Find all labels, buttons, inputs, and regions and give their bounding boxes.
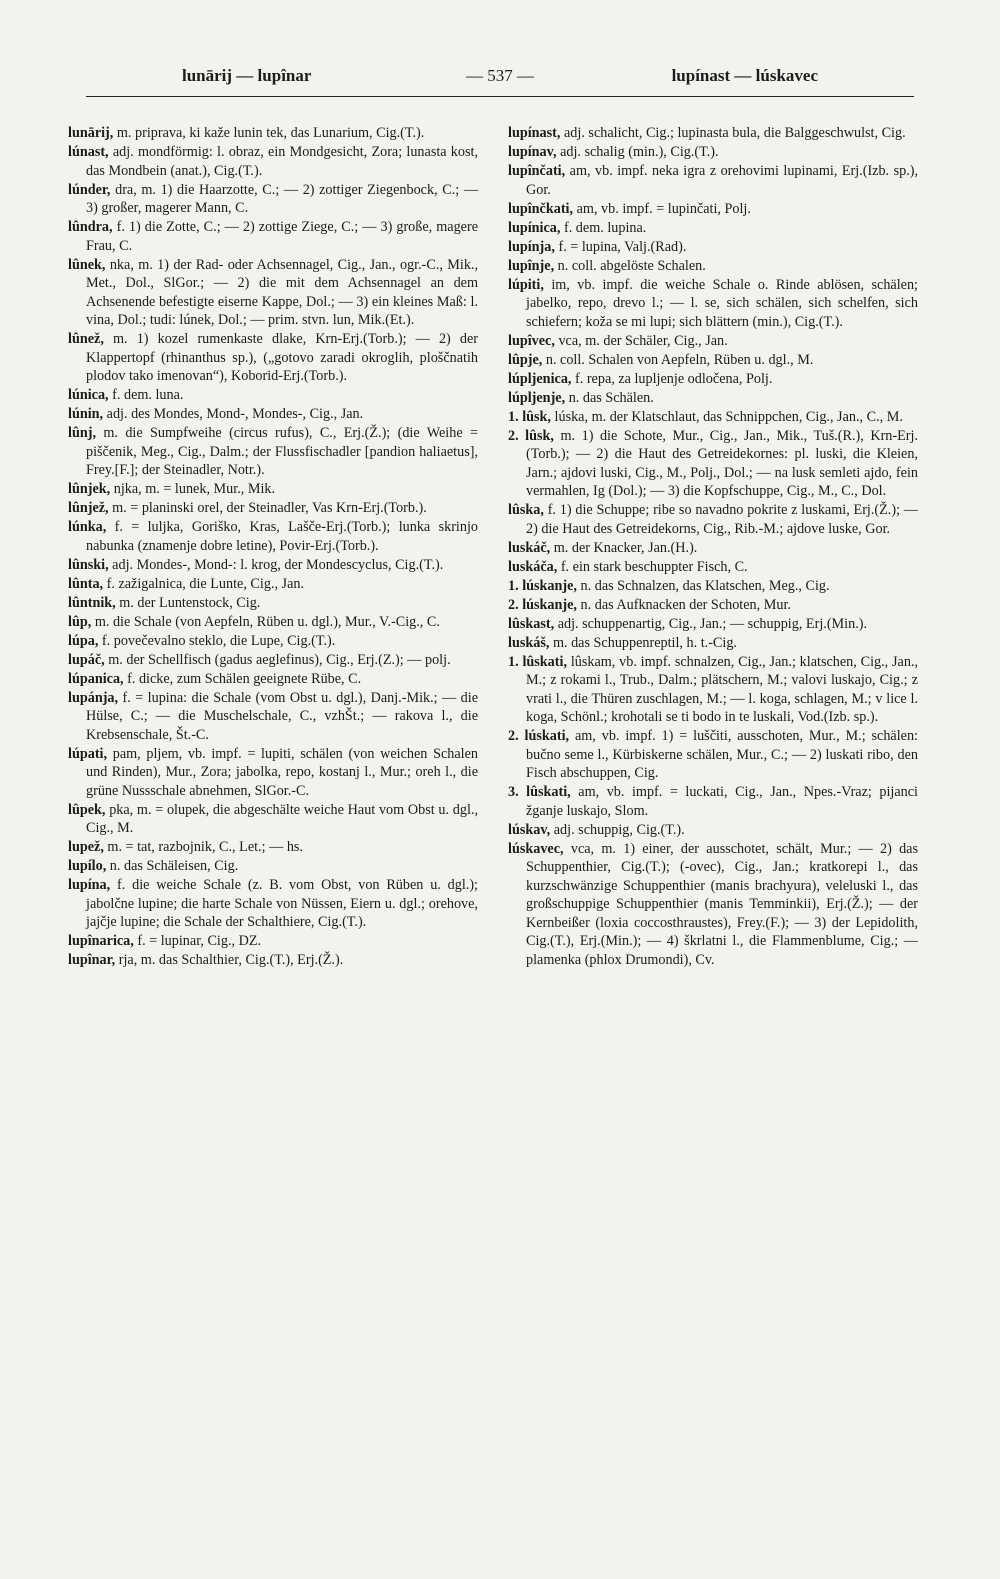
header-left-range: lunārij — lupînar bbox=[182, 66, 312, 85]
entry-definition: adj. des Mondes, Mond-, Mondes-, Cig., Jan. bbox=[106, 406, 364, 422]
right-column bbox=[508, 124, 918, 970]
entry-definition: m. 1) die Schote, Mur., Cig., Jan., Mik., Tuš.(R.), Krn-Erj.(Torb.); — 2) die Haut des Getreidekornes: pl. luski, die Kleien, Jarn.; ajdovi luski, Cig., M., Polj., Dol.; — na lusk semleti ajdo, fein vermahlen, Ig (Dol.); — 3) die Kopfschuppe, Cig., M., C., Dol. bbox=[526, 427, 918, 499]
entry-definition: nka, m. 1) der Rad- oder Achsennagel, Cig., Jan., ogr.-C., Mik., Met., Dol., SlGor.; — 2) die mit dem Achsennagel an dem Achsenende befestigte eiserne Kappe, Dol.; — 3) ein kleines Maß: l. vina, Dol.; tudi: lúnek, Dol.; — prim. stvn. lun, Mik.(Et.). bbox=[86, 256, 479, 328]
entry-definition: im, vb. impf. die weiche Schale o. Rinde ablösen, schälen; jabelko, repo, drevo l.; — l. se, sich schälen, sich schelfen, sich schiefern; koža se mi lupi; sich blättern (min.), Cig.(T.). bbox=[526, 276, 919, 330]
entry-definition: m. der Luntenstock, Cig. bbox=[119, 594, 261, 611]
dictionary-entry bbox=[508, 143, 918, 162]
entry-headword: lûnj, bbox=[68, 425, 96, 441]
entry-definition: am, vb. impf. neka igra z orehovimi lupinami, Erj.(Izb. sp.), Gor. bbox=[526, 163, 919, 198]
dictionary-entry bbox=[508, 427, 918, 501]
entry-definition: f. = lupinar, Cig., DZ. bbox=[137, 933, 262, 949]
entry-headword: lupîvec, bbox=[508, 332, 555, 349]
entry-definition: am, vb. impf. 1) = luščiti, ausschoten, Mur., M.; schälen: bučno seme l., Kürbiskerne schälen, Mur., C.; — 2) luskati ribo, den Fisch abschuppen, Cig. bbox=[526, 728, 918, 781]
entry-definition: rja, m. das Schalthier, Cig.(T.), Erj.(Ž.). bbox=[118, 952, 344, 968]
dictionary-entry bbox=[68, 951, 478, 970]
entry-definition: f. = lupina, Valj.(Rad). bbox=[558, 238, 687, 255]
dictionary-entry bbox=[68, 480, 478, 499]
entry-headword: lúpljenica, bbox=[508, 370, 572, 387]
dictionary-entry bbox=[68, 876, 478, 932]
dictionary-entry bbox=[68, 745, 478, 801]
entry-headword: lûskast, bbox=[508, 615, 555, 632]
entry-definition: m. 1) kozel rumenkaste dlake, Krn-Erj.(Torb.); — 2) der Klappertopf (rhinanthus sp.), („gotovo zaradi okroglih, ploščnatih plodov tako imenovan“), Koborid-Erj.(Torb.). bbox=[86, 331, 479, 384]
entry-definition: n. das Schäleisen, Cig. bbox=[109, 858, 239, 874]
dictionary-entry bbox=[508, 539, 918, 558]
dictionary-entry bbox=[68, 499, 478, 518]
entry-headword: lúnica, bbox=[68, 387, 109, 403]
dictionary-entry bbox=[68, 330, 478, 386]
dictionary-entry bbox=[508, 257, 918, 276]
entry-definition: m. die Sumpfweihe (circus rufus), C., Erj.(Ž.); (die Weihe = piščenik, Meg., Cig., Dalm.; der Flussfischadler [pandion haliaetus], Frey.[F.]; der Steinadler, Notr.). bbox=[86, 425, 479, 478]
entry-definition: adj. schalig (min.), Cig.(T.). bbox=[560, 144, 719, 160]
entry-headword: 2. lúskanje, bbox=[508, 596, 577, 613]
entry-definition: f. die weiche Schale (z. B. vom Obst, von Rüben u. dgl.); jabolčne lupine; die harte Schale von Nüssen, Eiern u. dgl.; orehove, jajčje lupine; die Schale der Schalthiere, Cig.(T.). bbox=[86, 877, 478, 930]
entry-headword: 1. lúskanje, bbox=[508, 577, 577, 594]
entry-headword: lûnek, bbox=[68, 256, 106, 273]
dictionary-entry bbox=[508, 408, 918, 427]
entry-headword: 1. lûskati, bbox=[508, 653, 567, 670]
entry-headword: lûnjež, bbox=[68, 500, 109, 516]
entry-definition: n. das Schälen. bbox=[568, 389, 654, 406]
entry-definition: pka, m. = olupek, die abgeschälte weiche Haut vom Obst u. dgl., Cig., M. bbox=[86, 801, 478, 836]
entry-definition: f. 1) die Zotte, C.; — 2) zottige Ziege, C.; — 3) große, magere Frau, C. bbox=[86, 219, 479, 254]
dictionary-entry bbox=[68, 424, 478, 480]
entry-headword: lûnta, bbox=[68, 575, 104, 592]
dictionary-entry bbox=[508, 238, 918, 257]
dictionary-entry bbox=[68, 632, 478, 651]
entry-headword: lúpljenje, bbox=[508, 389, 566, 406]
entry-definition: m. = tat, razbojnik, C., Let.; — hs. bbox=[107, 839, 303, 855]
entry-definition: m. der Schellfisch (gadus aeglefinus), Cig., Erj.(Z.); — polj. bbox=[108, 651, 451, 668]
entry-headword: lupílo, bbox=[68, 858, 107, 874]
dictionary-entry bbox=[68, 801, 478, 838]
entry-headword: lupež, bbox=[68, 839, 104, 855]
entry-definition: vca, m. der Schäler, Cig., Jan. bbox=[558, 332, 728, 349]
entry-headword: lûnež, bbox=[68, 331, 104, 347]
dictionary-entry bbox=[68, 518, 478, 555]
entry-definition: pam, pljem, vb. impf. = lupiti, schälen (von weichen Schalen und Rinden), Mur., Zora; jabolka, repo, kostanj l., Mur.; oreh l., die grüne Nussschale abnehmen, SlGor.-C. bbox=[86, 745, 478, 799]
dictionary-entry bbox=[68, 594, 478, 613]
entry-definition: f. repa, za lupljenje odločena, Polj. bbox=[575, 370, 773, 387]
header-right-range: lupínast — lúskavec bbox=[671, 66, 818, 85]
entry-headword: lúpiti, bbox=[508, 276, 544, 293]
entry-definition: m. die Schale (von Aepfeln, Rüben u. dgl.), Mur., V.-Cig., C. bbox=[94, 613, 440, 630]
entry-headword: lupínav, bbox=[508, 144, 557, 160]
dictionary-entry bbox=[508, 276, 918, 332]
entry-definition: f. 1) die Schuppe; ribe so navadno pokrite z luskami, Erj.(Ž.); — 2) die Haut des Getreidekorns, Cig., Rib.-M.; ajdove luske, Gor. bbox=[526, 502, 918, 537]
entry-definition: m. = planinski orel, der Steinadler, Vas Krn-Erj.(Torb.). bbox=[112, 500, 427, 516]
dictionary-entry bbox=[508, 389, 918, 408]
dictionary-entry bbox=[508, 840, 918, 970]
entry-definition: f. = luljka, Goriško, Kras, Lašče-Erj.(Torb.); lunka skrinjo nabunka (znamenje dobre letine), Povir-Erj.(Torb.). bbox=[86, 519, 478, 554]
dictionary-entry bbox=[508, 351, 918, 370]
entry-headword: lúpa, bbox=[68, 632, 99, 649]
dictionary-entry bbox=[508, 727, 918, 783]
dictionary-entry bbox=[68, 124, 478, 143]
entry-headword: luskáča, bbox=[508, 558, 558, 575]
dictionary-entry bbox=[68, 613, 478, 632]
entry-headword: luskáč, bbox=[508, 539, 551, 556]
left-column bbox=[68, 124, 478, 970]
entry-headword: lupínast, bbox=[508, 125, 561, 141]
dictionary-entry bbox=[508, 219, 918, 238]
dictionary-entry bbox=[68, 218, 478, 255]
entry-definition: f. povečevalno steklo, die Lupe, Cig.(T.). bbox=[101, 632, 336, 649]
entry-definition: njka, m. = lunek, Mur., Mik. bbox=[113, 481, 276, 497]
page-header bbox=[86, 56, 914, 97]
entry-definition: am, vb. impf. = lupinčati, Polj. bbox=[576, 200, 751, 217]
entry-definition: adj. mondförmig: l. obraz, ein Mondgesicht, Zora; lunasta kost, das Mondbein (anat.), Cig.(T.). bbox=[86, 144, 478, 179]
dictionary-entry bbox=[68, 857, 478, 876]
entry-headword: lupînje, bbox=[508, 257, 555, 274]
dictionary-entry bbox=[68, 670, 478, 689]
entry-definition: n. das Schnalzen, das Klatschen, Meg., Cig. bbox=[580, 577, 830, 594]
entry-headword: lúpati, bbox=[68, 745, 108, 762]
entry-headword: luskáš, bbox=[508, 634, 550, 651]
entry-definition: m. priprava, ki kaže lunin tek, das Lunarium, Cig.(T.). bbox=[116, 125, 425, 141]
entry-headword: lûnski, bbox=[68, 556, 109, 573]
dictionary-entry bbox=[508, 332, 918, 351]
entry-definition: m. der Knacker, Jan.(H.). bbox=[553, 539, 698, 556]
dictionary-entry bbox=[68, 556, 478, 575]
entry-definition: vca, m. 1) einer, der ausschotet, schält, Mur.; — 2) das Schuppenthier, Cig.(T.); (-ovec), Cig., Jan.; kratkorepi l., das kurzschwänzige Schuppenthier (manis brachyura), veleluski l., das großschuppige Schuppenthier (manis Temminkii), Erj.(Ž.); — der Kernbeißer (loxia coccosthraustes), Frey.(F.); — 3) der Lepidolith, Cig.(T.), Erj.(Min.); — 4) škrlatni l., die Flammenblume, Cig.; — plamenka (phlox Drumondi), Cv. bbox=[526, 840, 918, 968]
entry-headword: lúnast, bbox=[68, 144, 109, 160]
entry-headword: 2. lûsk, bbox=[508, 427, 554, 444]
dictionary-entry bbox=[68, 932, 478, 951]
dictionary-entry bbox=[508, 501, 918, 538]
entry-headword: lupánja, bbox=[68, 689, 119, 706]
entry-headword: lupáč, bbox=[68, 651, 105, 668]
entry-headword: lupînar, bbox=[68, 952, 116, 968]
entry-headword: 1. lûsk, bbox=[508, 408, 551, 425]
dictionary-entry bbox=[508, 200, 918, 219]
entry-headword: lupínica, bbox=[508, 219, 561, 236]
dictionary-entry bbox=[508, 124, 918, 143]
entry-definition: f. dem. lupina. bbox=[563, 219, 647, 236]
entry-definition: adj. schuppig, Cig.(T.). bbox=[553, 821, 685, 838]
dictionary-entry bbox=[68, 838, 478, 857]
dictionary-entry bbox=[68, 405, 478, 424]
entry-headword: lûpek, bbox=[68, 801, 106, 818]
entry-headword: lupína, bbox=[68, 877, 111, 893]
dictionary-entry bbox=[508, 783, 918, 820]
entry-headword: lúpanica, bbox=[68, 670, 124, 687]
entry-definition: n. coll. abgelöste Schalen. bbox=[557, 257, 706, 274]
entry-headword: 3. lûskati, bbox=[508, 784, 571, 800]
dictionary-entry bbox=[508, 558, 918, 577]
entry-headword: lûntnik, bbox=[68, 594, 116, 611]
entry-headword: lúnder, bbox=[68, 181, 111, 198]
dictionary-entry bbox=[508, 596, 918, 615]
entry-headword: lupínja, bbox=[508, 238, 555, 255]
dictionary-entry bbox=[508, 577, 918, 596]
entry-definition: f. = lupina: die Schale (vom Obst u. dgl.), Danj.-Mik.; — die Hülse, C.; — die Muschelschale, C., vzhŠt.; — rakova l., die Krebsenschale, Št.-C. bbox=[86, 689, 478, 743]
dictionary-entry bbox=[508, 634, 918, 653]
dictionary-entry bbox=[68, 181, 478, 218]
entry-definition: adj. schuppenartig, Cig., Jan.; — schuppig, Erj.(Min.). bbox=[557, 615, 868, 632]
entry-definition: adj. Mondes-, Mond-: l. krog, der Mondescyclus, Cig.(T.). bbox=[112, 556, 444, 573]
dictionary-entry bbox=[68, 575, 478, 594]
entry-headword: lúskav, bbox=[508, 821, 551, 838]
entry-headword: lûnjek, bbox=[68, 481, 111, 497]
entry-headword: lupînarica, bbox=[68, 933, 134, 949]
entry-definition: f. ein stark beschuppter Fisch, C. bbox=[560, 558, 748, 575]
entry-headword: lûp, bbox=[68, 613, 92, 630]
page-number: — 537 — bbox=[466, 66, 534, 85]
entry-headword: lúnka, bbox=[68, 519, 107, 535]
dictionary-entry bbox=[508, 370, 918, 389]
entry-definition: dra, m. 1) die Haarzotte, C.; — 2) zottiger Ziegenbock, C.; — 3) großer, magerer Mann, C. bbox=[86, 181, 479, 216]
entry-headword: lupînčkati, bbox=[508, 200, 574, 217]
entry-definition: n. das Aufknacken der Schoten, Mur. bbox=[580, 596, 791, 613]
dictionary-entry bbox=[68, 651, 478, 670]
dictionary-entry bbox=[508, 653, 918, 727]
entry-definition: adj. schalicht, Cig.; lupinasta bula, die Balggeschwulst, Cig. bbox=[564, 125, 906, 141]
entry-definition: lúska, m. der Klatschlaut, das Schnippchen, Cig., Jan., C., M. bbox=[554, 408, 903, 425]
entry-definition: n. coll. Schalen von Aepfeln, Rüben u. dgl., M. bbox=[545, 351, 814, 368]
entry-headword: lûndra, bbox=[68, 219, 113, 235]
entry-definition: f. dem. luna. bbox=[112, 387, 184, 403]
entry-headword: lûpje, bbox=[508, 351, 543, 368]
entry-definition: f. zažigalnica, die Lunte, Cig., Jan. bbox=[106, 575, 305, 592]
dictionary-entry bbox=[508, 821, 918, 840]
entry-definition: am, vb. impf. = luckati, Cig., Jan., Npes.-Vraz; pijanci žganje luskajo, Slom. bbox=[526, 784, 918, 819]
dictionary-entry bbox=[68, 256, 478, 330]
entry-headword: lúnin, bbox=[68, 406, 104, 422]
entry-headword: lûska, bbox=[508, 502, 544, 518]
dictionary-entry bbox=[68, 689, 478, 745]
entry-definition: f. dicke, zum Schälen geeignete Rübe, C. bbox=[127, 670, 362, 687]
entry-headword: 2. lúskati, bbox=[508, 728, 570, 744]
dictionary-entry bbox=[68, 386, 478, 405]
entry-headword: lunārij, bbox=[68, 125, 114, 141]
dictionary-entry bbox=[508, 162, 918, 199]
dictionary-entry bbox=[68, 143, 478, 180]
dictionary-entry bbox=[508, 615, 918, 634]
entry-headword: lupînčati, bbox=[508, 163, 566, 179]
entry-headword: lúskavec, bbox=[508, 840, 564, 857]
entry-definition: lûskam, vb. impf. schnalzen, Cig., Jan.; klatschen, Cig., Jan., M.; z rokami l., Trub., Dalm.; plätschern, M.; valovi luskajo, Cig.; z vrati l., die Thüren zuschlagen, M.; — l. koga, schlagen, M.; v lice l. koga, Schönl.; krohotali se ti bodo in te luskali, Vod.(Izb. sp.). bbox=[526, 653, 919, 725]
entry-definition: m. das Schuppenreptil, h. t.-Cig. bbox=[552, 634, 737, 651]
